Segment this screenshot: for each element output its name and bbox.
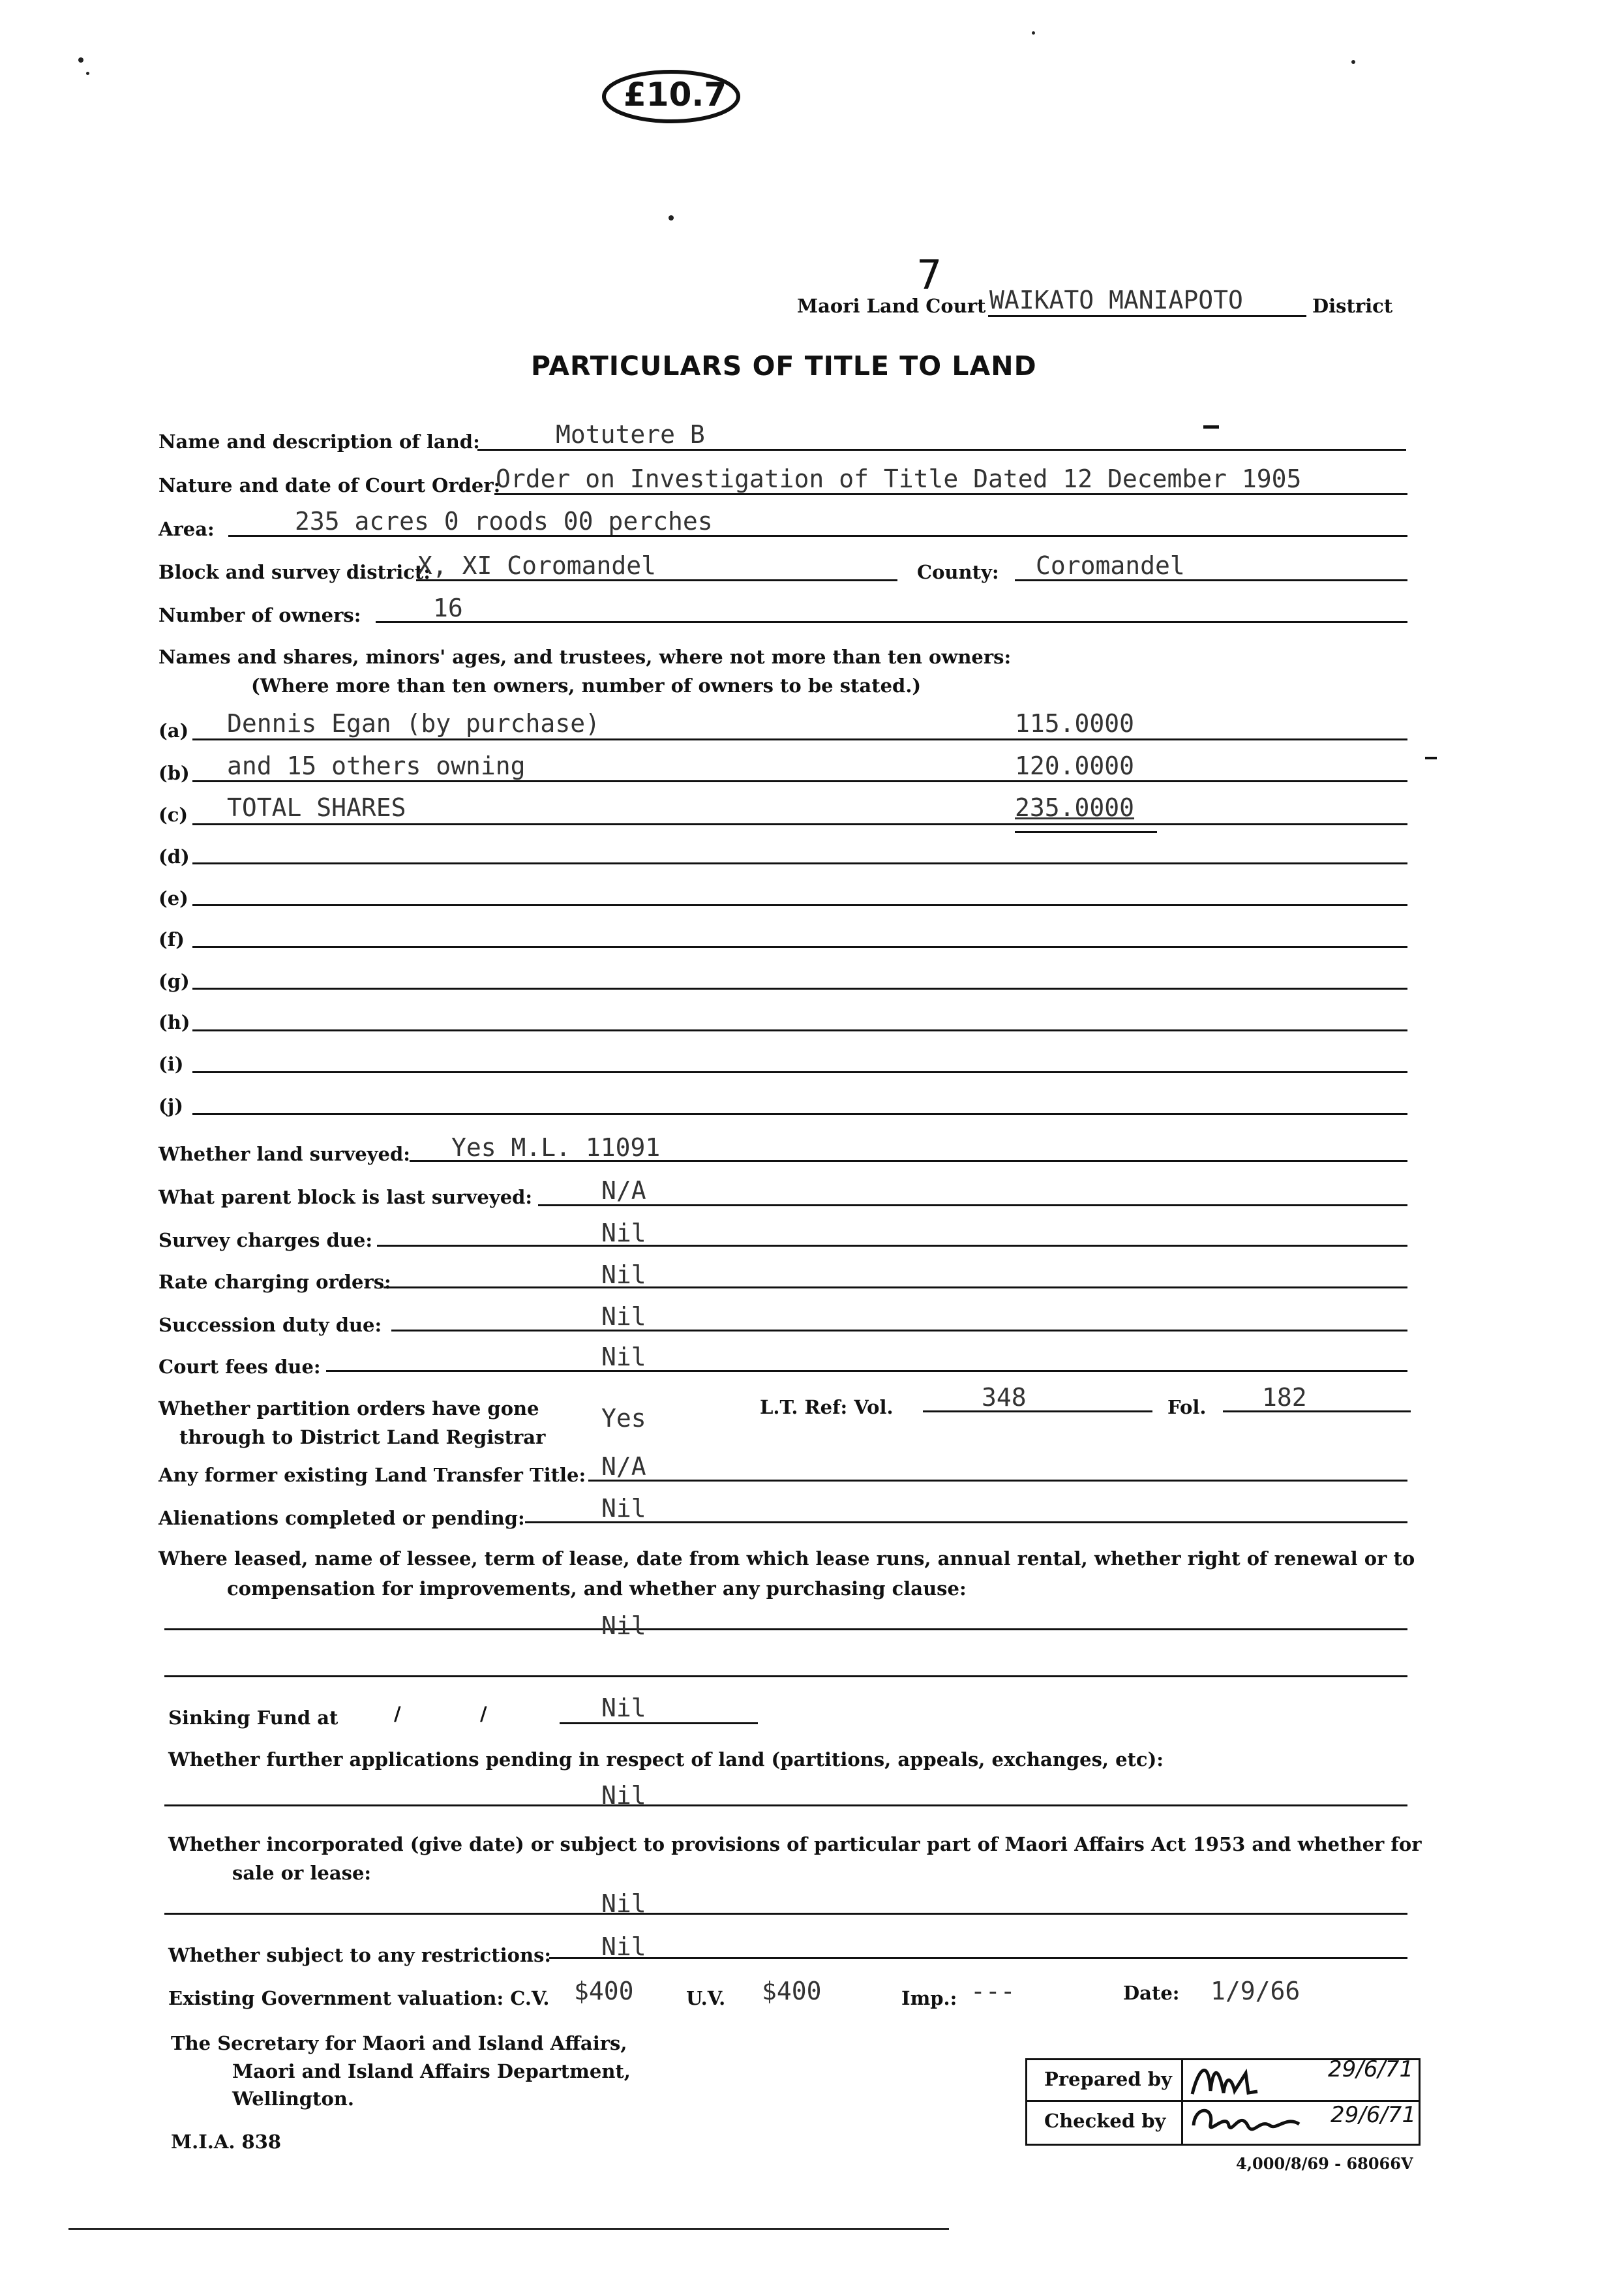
prepared-date: 29/6/71 — [1328, 2056, 1414, 2082]
survey-charges-line — [377, 1245, 1407, 1247]
owner-letter: (f) — [158, 928, 185, 951]
owner-letter: (j) — [158, 1095, 183, 1117]
leased-value: Nil — [601, 1611, 646, 1640]
county-label: County: — [917, 561, 999, 583]
bottom-scan-line — [68, 2228, 949, 2230]
area-label: Area: — [158, 518, 215, 540]
valuation-imp-label: Imp.: — [901, 1987, 957, 2009]
succession-value: Nil — [601, 1302, 646, 1331]
owner-line — [192, 738, 1407, 740]
incorporated-label-2: sale or lease: — [232, 1862, 372, 1884]
sinking-slash: / — [480, 1703, 487, 1725]
name-desc-line — [477, 449, 1406, 451]
survey-charges-value: Nil — [601, 1219, 646, 1247]
surveyed-value: Yes M.L. 11091 — [451, 1133, 661, 1162]
former-title-line — [588, 1480, 1407, 1482]
owner-letter: (g) — [158, 970, 190, 992]
owner-letter: (c) — [158, 804, 188, 826]
restrictions-label: Whether subject to any restrictions: — [168, 1944, 552, 1966]
owner-share: 235.0000 — [1015, 793, 1135, 822]
leased-line-2 — [164, 1675, 1407, 1677]
area-value: 235 acres 0 roods 00 perches — [295, 507, 713, 536]
rate-orders-label: Rate charging orders: — [158, 1271, 391, 1293]
leased-label-2: compensation for improvements, and whether any purchasing clause: — [227, 1577, 967, 1600]
lt-fol-value: 182 — [1262, 1383, 1307, 1412]
valuation-uv: $400 — [762, 1977, 822, 2005]
parent-block-label: What parent block is last surveyed: — [158, 1186, 533, 1208]
owner-line — [192, 862, 1407, 864]
applications-label: Whether further applications pending in respect of land (partitions, appeals, exchanges, etc): — [168, 1748, 1164, 1771]
court-order-label: Nature and date of Court Order: — [158, 474, 501, 496]
court-fees-line — [326, 1370, 1407, 1372]
lt-vol-value: 348 — [982, 1383, 1027, 1412]
valuation-cv: $400 — [574, 1977, 634, 2005]
partition-value: Yes — [601, 1404, 646, 1433]
sinking-label: Sinking Fund at — [168, 1707, 338, 1729]
district-label: District — [1312, 295, 1393, 317]
checked-signature-icon — [1188, 2099, 1319, 2138]
alienations-line — [525, 1521, 1407, 1523]
valuation-label: Existing Government valuation: C.V. — [168, 1987, 550, 2009]
partition-label-2: through to District Land Registrar — [179, 1426, 546, 1448]
form-number: M.I.A. 838 — [171, 2131, 282, 2153]
checked-by-label: Checked by — [1044, 2110, 1166, 2132]
incorporated-line — [164, 1913, 1407, 1915]
former-title-value: N/A — [601, 1452, 646, 1481]
address-line-2: Maori and Island Affairs Department, — [232, 2060, 631, 2082]
print-code: 4,000/8/69 - 68066V — [1236, 2154, 1413, 2173]
address-line-1: The Secretary for Maori and Island Affairs, — [171, 2032, 627, 2054]
lt-fol-line — [1223, 1410, 1411, 1412]
owner-name: and 15 others owning — [227, 752, 526, 780]
partition-label-1: Whether partition orders have gone — [158, 1397, 539, 1420]
court-fees-value: Nil — [601, 1343, 646, 1371]
prepared-by-label: Prepared by — [1044, 2068, 1172, 2090]
owner-letter: (e) — [158, 887, 188, 909]
applications-value: Nil — [601, 1781, 646, 1810]
parent-block-line — [538, 1204, 1407, 1206]
court-order-value: Order on Investigation of Title Dated 12 December 1905 — [496, 464, 1302, 493]
lt-fol-label: Fol. — [1167, 1396, 1207, 1418]
valuation-date-label: Date: — [1123, 1982, 1180, 2004]
succession-label: Succession duty due: — [158, 1314, 382, 1336]
scan-speck — [86, 72, 89, 75]
scan-mark — [1203, 425, 1219, 429]
valuation-date: 1/9/66 — [1210, 1977, 1301, 2005]
owner-line — [192, 780, 1407, 782]
owner-letter: (b) — [158, 762, 190, 784]
surveyed-label: Whether land surveyed: — [158, 1143, 410, 1165]
owners-count-value: 16 — [433, 594, 463, 622]
scan-speck — [78, 57, 83, 63]
owners-count-line — [376, 621, 1407, 623]
court-label: Maori Land Court — [797, 295, 986, 317]
sinking-value: Nil — [601, 1694, 646, 1722]
county-value: Coromandel — [1036, 551, 1185, 580]
owner-name: TOTAL SHARES — [227, 793, 406, 822]
restrictions-value: Nil — [601, 1932, 646, 1961]
court-name-line — [988, 315, 1306, 317]
scan-speck — [1351, 60, 1355, 64]
scan-speck — [669, 215, 674, 221]
valuation-imp: --- — [970, 1977, 1015, 2005]
owner-line — [192, 988, 1407, 990]
owner-letter: (i) — [158, 1053, 184, 1075]
leased-line-1 — [164, 1628, 1407, 1630]
rate-orders-value: Nil — [601, 1260, 646, 1289]
valuation-uv-label: U.V. — [686, 1987, 726, 2009]
address-line-3: Wellington. — [232, 2088, 354, 2110]
block-value: X, XI Coromandel — [417, 551, 657, 580]
name-desc-value: Motutere B — [556, 420, 705, 449]
owner-line — [192, 1029, 1407, 1031]
owner-line — [192, 1113, 1407, 1115]
survey-charges-label: Survey charges due: — [158, 1229, 373, 1251]
page-stamp-text: £10.7 — [624, 76, 727, 114]
incorporated-value: Nil — [601, 1889, 646, 1918]
scan-speck — [1032, 31, 1035, 35]
parent-block-value: N/A — [601, 1176, 646, 1205]
incorporated-label-1: Whether incorporated (give date) or subject to provisions of particular part of Maori Affairs Act 1953 and whether for — [168, 1833, 1422, 1855]
scan-mark — [1425, 757, 1437, 759]
owner-name: Dennis Egan (by purchase) — [227, 709, 600, 738]
alienations-label: Alienations completed or pending: — [158, 1507, 525, 1529]
owner-share: 120.0000 — [1015, 752, 1135, 780]
lt-vol-label: L.T. Ref: Vol. — [760, 1396, 894, 1418]
sinking-line — [560, 1722, 758, 1724]
lt-vol-line — [923, 1410, 1152, 1412]
block-label: Block and survey district: — [158, 561, 430, 583]
owner-letter: (d) — [158, 845, 190, 868]
alienations-value: Nil — [601, 1494, 646, 1523]
box-col-divider — [1181, 2060, 1183, 2144]
sinking-slash: / — [394, 1703, 401, 1725]
rate-orders-line — [383, 1286, 1407, 1288]
owner-line — [192, 904, 1407, 906]
page-title: PARTICULARS OF TITLE TO LAND — [531, 350, 1037, 382]
court-name: WAIKATO MANIAPOTO — [989, 286, 1243, 314]
owner-line — [192, 946, 1407, 948]
owner-share: 115.0000 — [1015, 709, 1135, 738]
checked-date: 29/6/71 — [1331, 2102, 1417, 2128]
leased-label-1: Where leased, name of lessee, term of lease, date from which lease runs, annual rental, whether right of renewal or to — [158, 1547, 1415, 1570]
owner-line — [192, 1071, 1407, 1073]
succession-line — [391, 1330, 1407, 1331]
owners-count-label: Number of owners: — [158, 604, 361, 626]
owner-line — [192, 823, 1407, 825]
owners-intro-2: (Where more than ten owners, number of owners to be stated.) — [251, 675, 922, 697]
court-fees-label: Court fees due: — [158, 1356, 321, 1378]
applications-line — [164, 1804, 1407, 1806]
owners-intro-1: Names and shares, minors' ages, and trustees, where not more than ten owners: — [158, 646, 1012, 668]
owner-letter: (a) — [158, 720, 189, 742]
name-desc-label: Name and description of land: — [158, 431, 480, 453]
total-underline — [1015, 831, 1157, 833]
court-order-line — [494, 493, 1407, 495]
page-stamp — [599, 65, 744, 128]
restrictions-line — [549, 1957, 1407, 1959]
court-number: 7 — [916, 251, 942, 299]
former-title-label: Any former existing Land Transfer Title: — [158, 1464, 586, 1486]
owner-letter: (h) — [158, 1011, 190, 1033]
